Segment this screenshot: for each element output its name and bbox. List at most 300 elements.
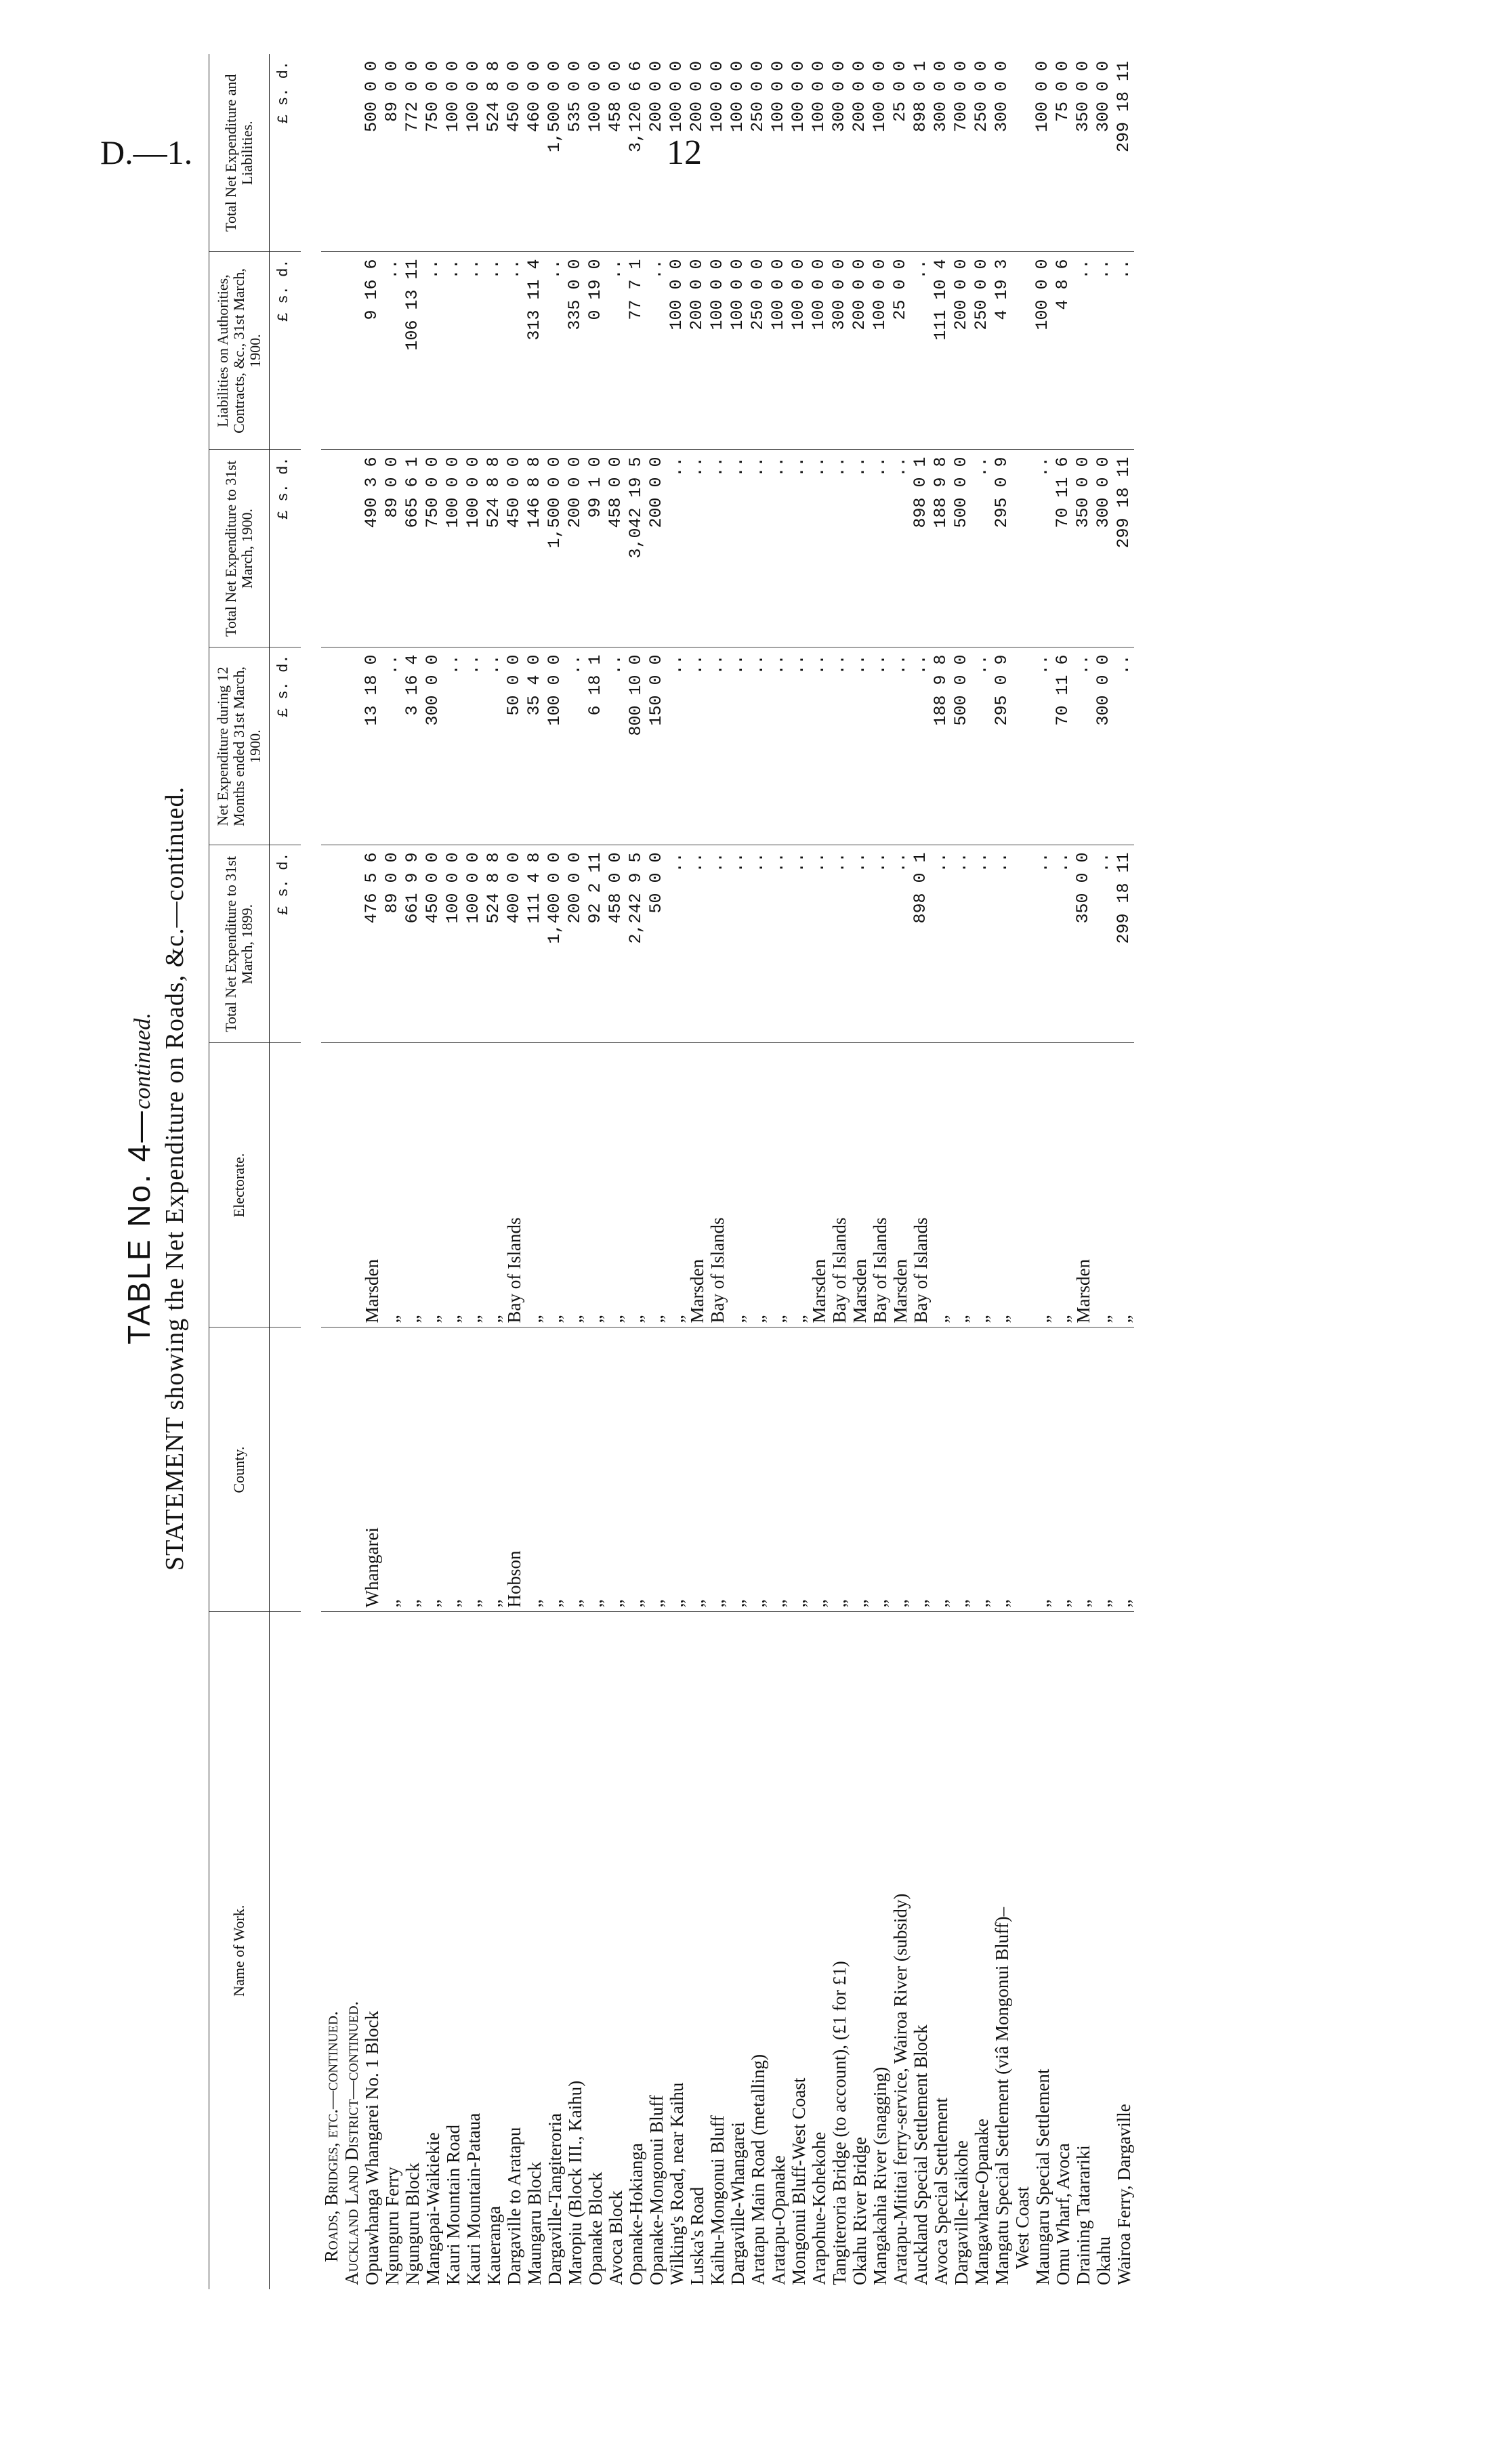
money-cell: .. (1032, 845, 1053, 1043)
money-cell: .. (748, 450, 768, 647)
county-cell: „ (911, 1327, 931, 1612)
money-cell: .. (768, 845, 789, 1043)
money-cell: .. (484, 252, 504, 450)
money-cell: 350 0 0 (1073, 845, 1093, 1043)
money-cell: 500 0 0 (362, 54, 382, 252)
electorate-cell: „ (402, 1043, 423, 1327)
table-row (789, 54, 809, 2289)
work-name: Dargaville to Aratapu (504, 2127, 524, 2285)
money-cell: 524 8 8 (484, 845, 504, 1043)
money-cell: 524 8 8 (484, 54, 504, 252)
money-cell: .. (789, 647, 809, 845)
electorate-cell: Bay of Islands (870, 1043, 890, 1327)
money-cell: 535 0 0 (565, 54, 585, 252)
money-cell: .. (667, 845, 687, 1043)
money-cell: .. (707, 450, 728, 647)
work-name: Tangiteroria Bridge (to account), (£1 for £1) (829, 1961, 850, 2285)
col-total-1899: Total Net Expenditure to 31st March, 1899. (209, 845, 270, 1043)
money-cell: 100 0 0 (463, 450, 484, 647)
money-cell: 300 0 0 (992, 54, 1012, 252)
county-cell: „ (748, 1327, 768, 1612)
work-name: Mongonui Bluff-West Coast (789, 2077, 809, 2285)
work-name: Mangatu Special Settlement (viâ Mongonui Bluff)– (992, 1907, 1012, 2285)
money-cell: 898 0 1 (911, 845, 931, 1043)
money-cell: .. (1032, 647, 1053, 845)
work-name: Arapohue-Kohekohe (809, 2131, 829, 2285)
money-cell: .. (768, 450, 789, 647)
county-cell: „ (768, 1327, 789, 1612)
money-cell: 250 0 0 (748, 252, 768, 450)
money-cell: 665 6 1 (402, 450, 423, 647)
work-name: Aratapu-Mititai ferry-service, Wairoa River (subsidy) (890, 1893, 911, 2285)
electorate-cell: „ (728, 1043, 748, 1327)
electorate-cell: „ (626, 1043, 646, 1327)
table-row (606, 54, 626, 2289)
money-cell: 295 0 9 (992, 647, 1012, 845)
table-row (484, 54, 504, 2289)
county-cell: „ (789, 1327, 809, 1612)
work-name: Wilking's Road, near Kaihu (667, 2082, 687, 2285)
money-cell: 458 0 0 (606, 450, 626, 647)
money-cell: .. (951, 845, 972, 1043)
table-row (402, 54, 423, 2289)
rotated-table-block (107, 54, 1293, 2289)
money-cell: .. (382, 647, 402, 845)
district-heading-row (341, 54, 362, 2289)
money-cell: 111 10 4 (931, 252, 951, 450)
electorate-cell: Bay of Islands (829, 1043, 850, 1327)
money-cell: 800 10 0 (626, 647, 646, 845)
table-row (1114, 54, 1134, 2289)
money-cell: .. (728, 450, 748, 647)
money-cell: .. (463, 647, 484, 845)
table-row (829, 54, 850, 2289)
spacer-row (301, 54, 321, 2289)
county-cell: „ (463, 1327, 484, 1612)
money-cell: .. (931, 845, 951, 1043)
money-cell: .. (789, 450, 809, 647)
money-cell: 450 0 0 (423, 845, 443, 1043)
electorate-cell: „ (545, 1043, 565, 1327)
money-cell: 898 0 1 (911, 450, 931, 647)
electorate-cell: „ (1053, 1043, 1073, 1327)
electorate-cell: „ (484, 1043, 504, 1327)
money-cell: 295 0 9 (992, 450, 1012, 647)
money-cell: .. (1114, 252, 1134, 450)
county-cell: „ (565, 1327, 585, 1612)
money-cell: 188 9 8 (931, 647, 951, 845)
county-cell: „ (626, 1327, 646, 1612)
money-cell: 250 0 0 (748, 54, 768, 252)
work-name: Aratapu-Opanake (768, 2155, 789, 2285)
money-cell: 1,500 0 0 (545, 450, 565, 647)
money-cell: 100 0 0 (728, 54, 748, 252)
table-row (1073, 54, 1093, 2289)
money-cell: 100 0 0 (443, 54, 463, 252)
electorate-cell: Marsden (687, 1043, 707, 1327)
money-cell: 300 0 0 (1093, 647, 1114, 845)
money-cell: 200 0 0 (646, 450, 667, 647)
county-cell: „ (443, 1327, 463, 1612)
money-cell: 661 9 9 (402, 845, 423, 1043)
money-cell: 100 0 0 (789, 252, 809, 450)
money-cell: .. (850, 450, 870, 647)
table-row (728, 54, 748, 2289)
money-cell: 350 0 0 (1073, 54, 1093, 252)
money-cell: 100 0 0 (463, 845, 484, 1043)
money-cell: .. (1073, 252, 1093, 450)
electorate-cell: Marsden (809, 1043, 829, 1327)
electorate-cell: „ (443, 1043, 463, 1327)
money-cell: 50 0 0 (504, 647, 524, 845)
money-cell: .. (911, 647, 931, 845)
county-cell: „ (870, 1327, 890, 1612)
county-cell: „ (728, 1327, 748, 1612)
money-cell: .. (606, 647, 626, 845)
table-row (382, 54, 402, 2289)
money-cell: 100 0 0 (667, 54, 687, 252)
electorate-cell: „ (1114, 1043, 1134, 1327)
work-name: Maungaru Special Settlement (1032, 2068, 1053, 2285)
electorate-cell: „ (972, 1043, 992, 1327)
county-cell: „ (1073, 1327, 1093, 1612)
column-header-row (209, 54, 270, 2289)
table-row (1032, 54, 1053, 2289)
money-cell: 100 0 0 (809, 54, 829, 252)
money-cell: .. (1053, 845, 1073, 1043)
work-name: Ngunguru Ferry (382, 2167, 402, 2285)
money-cell: 458 0 0 (606, 54, 626, 252)
money-cell: .. (972, 647, 992, 845)
work-name: Kaueranga (484, 2206, 504, 2285)
money-cell: .. (1093, 252, 1114, 450)
money-cell: 25 0 0 (890, 54, 911, 252)
work-name: Aratapu Main Road (metalling) (748, 2054, 768, 2285)
money-cell: 200 0 0 (565, 845, 585, 1043)
table-row (972, 54, 992, 2289)
electorate-cell: „ (1093, 1043, 1114, 1327)
table-row (992, 54, 1012, 2289)
money-cell (1012, 54, 1032, 252)
money-cell: 100 0 0 (443, 450, 463, 647)
county-cell: „ (1114, 1327, 1134, 1612)
work-name: Dargaville-Tangiteroria (545, 2113, 565, 2285)
money-cell: 450 0 0 (504, 54, 524, 252)
money-cell: 100 0 0 (463, 54, 484, 252)
money-cell: 100 0 0 (870, 54, 890, 252)
section-heading: Roads, Bridges, etc.—continued. (321, 2011, 341, 2262)
money-cell: .. (809, 647, 829, 845)
money-cell: 3 16 4 (402, 647, 423, 845)
expenditure-table (209, 54, 1134, 2289)
unit-label: £ s. d. (270, 450, 301, 647)
county-cell: „ (850, 1327, 870, 1612)
money-cell: .. (809, 450, 829, 647)
money-cell: 476 5 6 (362, 845, 382, 1043)
table-row (1012, 54, 1032, 2289)
county-cell: „ (951, 1327, 972, 1612)
money-cell: 106 13 11 (402, 252, 423, 450)
work-name: Opuawhanga Whangarei No. 1 Block (362, 2010, 382, 2285)
col-liabilities: Liabilities on Authorities, Contracts, &c., 31st March, 1900. (209, 252, 270, 450)
work-name: Opanake-Mongonui Bluff (646, 2095, 667, 2285)
statement-title: STATEMENT showing the Net Expenditure on Roads, &c.—continued. (161, 786, 189, 1571)
money-cell: 750 0 0 (423, 450, 443, 647)
table-row (626, 54, 646, 2289)
money-cell: 300 0 0 (829, 54, 850, 252)
electorate-cell: „ (768, 1043, 789, 1327)
money-cell: .. (707, 845, 728, 1043)
money-cell: .. (1093, 845, 1114, 1043)
work-name: Avoca Block (606, 2190, 626, 2285)
work-name: Opanake Block (585, 2171, 606, 2285)
money-cell: 299 18 11 (1114, 845, 1134, 1043)
money-cell: 250 0 0 (972, 54, 992, 252)
units-row (270, 54, 301, 2289)
money-cell: 4 19 3 (992, 252, 1012, 450)
money-cell: 50 0 0 (646, 845, 667, 1043)
money-cell: 500 0 0 (951, 647, 972, 845)
money-cell: 188 9 8 (931, 450, 951, 647)
col-electorate: Electorate. (209, 1043, 270, 1327)
electorate-cell: „ (463, 1043, 484, 1327)
money-cell: 1,400 0 0 (545, 845, 565, 1043)
table-title (121, 772, 157, 1585)
county-cell: „ (992, 1327, 1012, 1612)
money-cell: 111 4 8 (524, 845, 545, 1043)
money-cell: .. (890, 647, 911, 845)
money-cell: 450 0 0 (504, 450, 524, 647)
money-cell: .. (707, 647, 728, 845)
electorate-cell: „ (565, 1043, 585, 1327)
electorate-cell: Marsden (890, 1043, 911, 1327)
work-name: West Coast (1012, 2186, 1032, 2269)
money-cell: 750 0 0 (423, 54, 443, 252)
electorate-cell (1012, 1043, 1032, 1327)
money-cell: 92 2 11 (585, 845, 606, 1043)
money-cell: 300 0 0 (1093, 54, 1114, 252)
money-cell: 75 0 0 (1053, 54, 1073, 252)
electorate-cell: Bay of Islands (504, 1043, 524, 1327)
county-cell: Whangarei (362, 1327, 382, 1612)
page-number: 12 (667, 133, 702, 172)
table-row (1053, 54, 1073, 2289)
work-name: Draining Tatarariki (1073, 2145, 1093, 2285)
money-cell: .. (748, 647, 768, 845)
table-row (545, 54, 565, 2289)
money-cell: 458 0 0 (606, 845, 626, 1043)
electorate-cell: „ (992, 1043, 1012, 1327)
work-name: Maungaru Block (524, 2161, 545, 2285)
col-net-1900: Net Expenditure during 12 Months ended 31st March, 1900. (209, 647, 270, 845)
unit-label: £ s. d. (270, 845, 301, 1043)
county-cell: „ (606, 1327, 626, 1612)
money-cell (1012, 845, 1032, 1043)
money-cell: 400 0 0 (504, 845, 524, 1043)
table-row (524, 54, 545, 2289)
money-cell: 100 0 0 (707, 252, 728, 450)
electorate-cell: Marsden (362, 1043, 382, 1327)
unit-label: £ s. d. (270, 252, 301, 450)
money-cell: 13 18 0 (362, 647, 382, 845)
county-cell: Hobson (504, 1327, 524, 1612)
county-cell: „ (707, 1327, 728, 1612)
money-cell: .. (565, 647, 585, 845)
col-work: Name of Work. (209, 1612, 270, 2289)
county-cell: „ (1032, 1327, 1053, 1612)
money-cell: .. (972, 450, 992, 647)
work-name: Omu Wharf, Avoca (1053, 2143, 1073, 2285)
work-name: Luska's Road (687, 2186, 707, 2285)
work-name: Avoca Special Settlement (931, 2098, 951, 2285)
electorate-cell: Marsden (850, 1043, 870, 1327)
money-cell: 77 7 1 (626, 252, 646, 450)
money-cell: 250 0 0 (972, 252, 992, 450)
money-cell: 524 8 8 (484, 450, 504, 647)
county-cell: „ (931, 1327, 951, 1612)
work-name: Mangawhare-Opanake (972, 2119, 992, 2285)
money-cell: 200 0 0 (646, 54, 667, 252)
money-cell: .. (443, 252, 463, 450)
money-cell: .. (463, 252, 484, 450)
money-cell: 99 1 0 (585, 450, 606, 647)
electorate-cell: „ (931, 1043, 951, 1327)
table-row (585, 54, 606, 2289)
table-row (443, 54, 463, 2289)
money-cell: 100 0 0 (585, 54, 606, 252)
money-cell: .. (667, 450, 687, 647)
work-name: Wairoa Ferry, Dargaville (1114, 2104, 1134, 2285)
money-cell: .. (646, 252, 667, 450)
money-cell: 313 11 4 (524, 252, 545, 450)
table-row (362, 54, 382, 2289)
money-cell: 200 0 0 (951, 252, 972, 450)
money-cell: .. (992, 845, 1012, 1043)
money-cell: .. (768, 647, 789, 845)
electorate-cell: „ (646, 1043, 667, 1327)
electorate-cell: Bay of Islands (911, 1043, 931, 1327)
electorate-cell: Bay of Islands (707, 1043, 728, 1327)
county-cell: „ (524, 1327, 545, 1612)
work-name: Maropiu (Block III., Kaihu) (565, 2080, 585, 2285)
money-cell: 299 18 11 (1114, 450, 1134, 647)
money-cell: 100 0 0 (707, 54, 728, 252)
money-cell: 100 0 0 (1032, 252, 1053, 450)
money-cell: 335 0 0 (565, 252, 585, 450)
money-cell: 700 0 0 (951, 54, 972, 252)
money-cell: .. (1114, 647, 1134, 845)
money-cell: 3,120 6 6 (626, 54, 646, 252)
table-row (748, 54, 768, 2289)
county-cell: „ (423, 1327, 443, 1612)
county-cell: „ (972, 1327, 992, 1612)
section-heading-row (321, 54, 341, 2289)
work-name: Dargaville-Kaikohe (951, 2140, 972, 2285)
table-row (809, 54, 829, 2289)
money-cell: .. (850, 845, 870, 1043)
money-cell: 89 0 0 (382, 54, 402, 252)
money-cell: .. (972, 845, 992, 1043)
table-number: TABLE No. 4— (121, 1109, 156, 1344)
electorate-cell: „ (524, 1043, 545, 1327)
work-name: Mangakahia River (snagging) (870, 2066, 890, 2285)
county-cell: „ (1053, 1327, 1073, 1612)
county-cell: „ (687, 1327, 707, 1612)
money-cell: 460 0 0 (524, 54, 545, 252)
col-county: County. (209, 1327, 270, 1612)
money-cell: .. (484, 647, 504, 845)
money-cell: .. (728, 845, 748, 1043)
unit-label: £ s. d. (270, 647, 301, 845)
money-cell: 200 0 0 (687, 54, 707, 252)
money-cell: .. (870, 845, 890, 1043)
work-name: Opanake-Hokianga (626, 2143, 646, 2285)
money-cell: 100 0 0 (443, 845, 463, 1043)
money-cell: 100 0 0 (870, 252, 890, 450)
work-name: Okahu River Bridge (850, 2137, 870, 2285)
money-cell: .. (687, 450, 707, 647)
money-cell: 89 0 0 (382, 845, 402, 1043)
money-cell: 300 0 0 (829, 252, 850, 450)
table-row (951, 54, 972, 2289)
money-cell: .. (850, 647, 870, 845)
money-cell: .. (870, 450, 890, 647)
col-total-liabilities: Total Net Expenditure and Liabilities. (209, 54, 270, 252)
money-cell: .. (423, 252, 443, 450)
table-row (1093, 54, 1114, 2289)
county-cell: „ (646, 1327, 667, 1612)
money-cell: .. (382, 252, 402, 450)
money-cell: 100 0 0 (1032, 54, 1053, 252)
table-row (911, 54, 931, 2289)
work-name: Ngunguru Block (402, 2163, 423, 2285)
county-cell: „ (585, 1327, 606, 1612)
county-cell: „ (809, 1327, 829, 1612)
county-cell: „ (382, 1327, 402, 1612)
work-name: Mangapai-Waikiekie (423, 2132, 443, 2285)
work-name: Kauri Mountain Road (443, 2125, 463, 2285)
money-cell: .. (911, 252, 931, 450)
electorate-cell: „ (1032, 1043, 1053, 1327)
money-cell: 2,242 9 5 (626, 845, 646, 1043)
money-cell: 89 0 0 (382, 450, 402, 647)
money-cell: 0 19 0 (585, 252, 606, 450)
money-cell: 146 8 8 (524, 450, 545, 647)
money-cell (1012, 450, 1032, 647)
electorate-cell: „ (951, 1043, 972, 1327)
money-cell: .. (809, 845, 829, 1043)
money-cell: .. (606, 252, 626, 450)
money-cell: .. (728, 647, 748, 845)
money-cell: 70 11 6 (1053, 450, 1073, 647)
money-cell: 4 8 6 (1053, 252, 1073, 450)
money-cell: 35 4 0 (524, 647, 545, 845)
money-cell: 200 0 0 (565, 450, 585, 647)
table-row (504, 54, 524, 2289)
money-cell: .. (870, 647, 890, 845)
money-cell: 25 0 0 (890, 252, 911, 450)
county-cell (1012, 1327, 1032, 1612)
work-name: Auckland Special Settlement Block (911, 2024, 931, 2285)
electorate-cell: Marsden (1073, 1043, 1093, 1327)
money-cell: 6 18 1 (585, 647, 606, 845)
table-row (463, 54, 484, 2289)
electorate-cell: „ (423, 1043, 443, 1327)
money-cell: 200 0 0 (850, 54, 870, 252)
money-cell: .. (890, 845, 911, 1043)
work-name: Kaihu-Mongonui Bluff (707, 2115, 728, 2285)
county-cell: „ (890, 1327, 911, 1612)
